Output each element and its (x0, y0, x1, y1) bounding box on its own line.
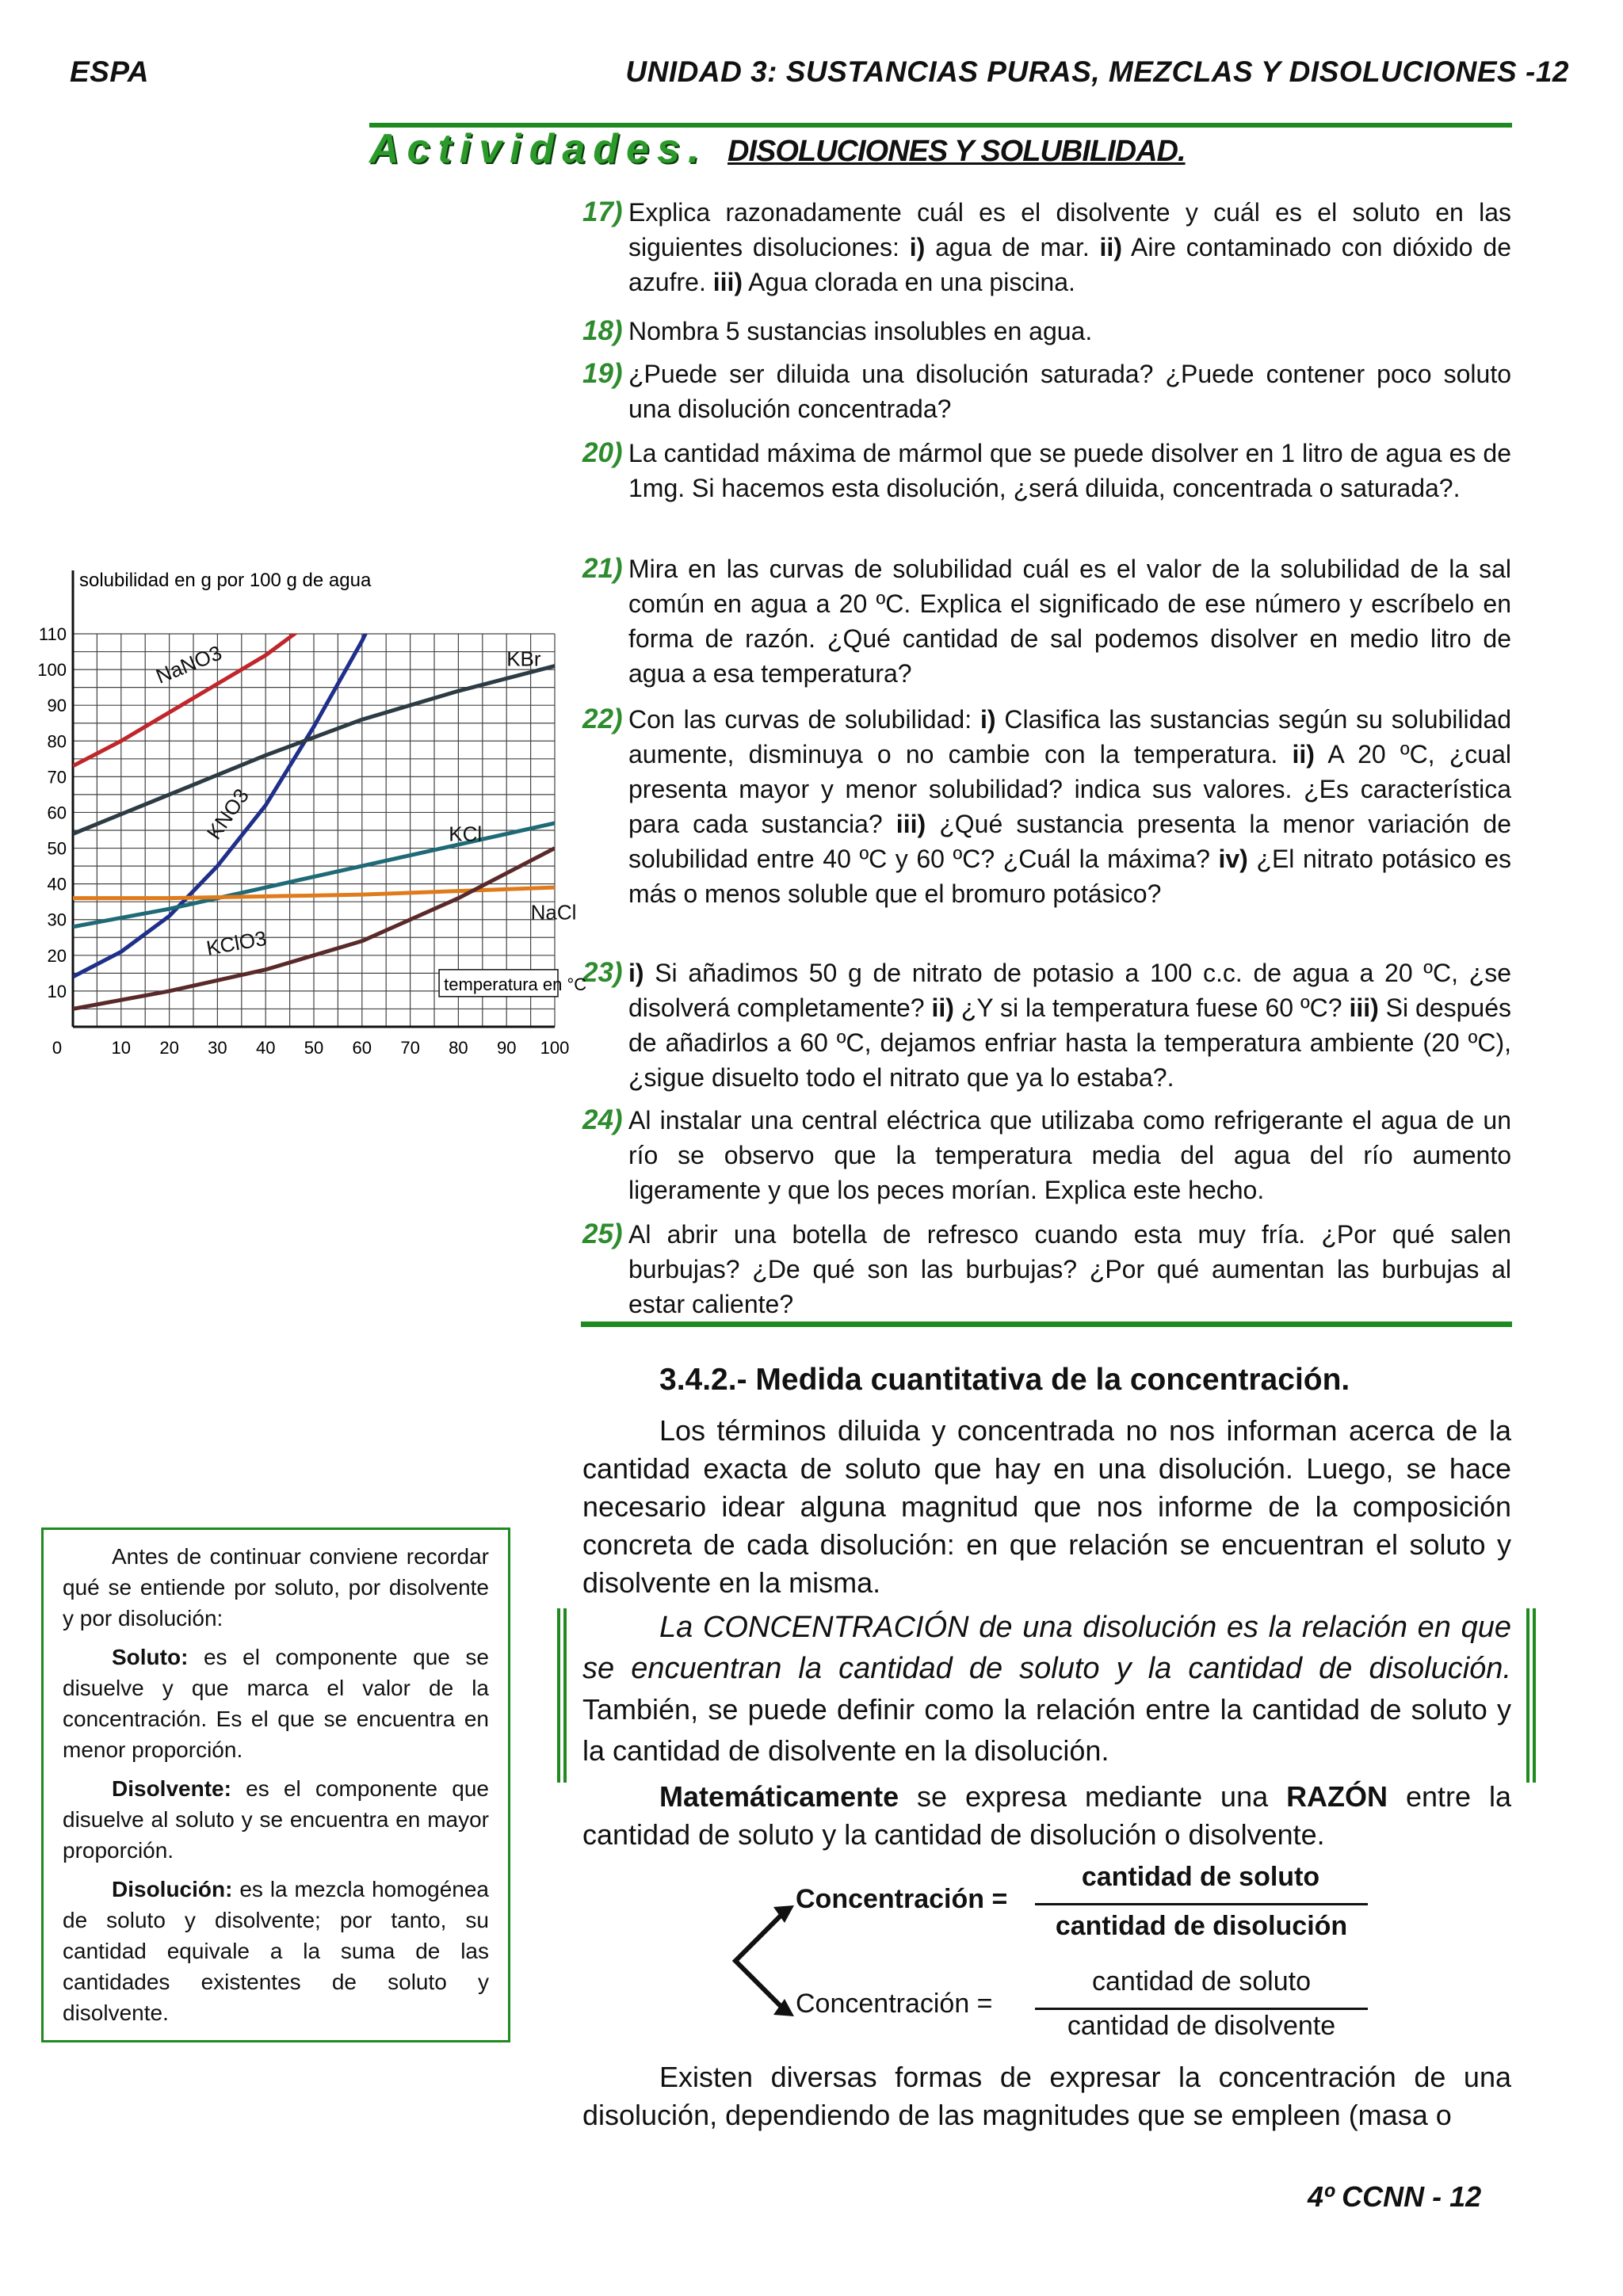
series-label-KNO3: KNO3 (201, 784, 254, 844)
series-label-NaCl: NaCl (530, 900, 577, 925)
x-tick-label: 30 (208, 1038, 227, 1058)
solubility-chart (32, 555, 587, 1062)
exercise-text: Al instalar una central eléctrica que utilizaba como refrigerante el agua de un río se observo que la temperatura media del agua del río aumento ligeramente y que los peces morían. Explica este hecho. (628, 1106, 1511, 1204)
header-right: UNIDAD 3: SUSTANCIAS PURAS, MEZCLAS Y DISOLUCIONES -12 (625, 55, 1569, 88)
formula-1-numerator: cantidad de soluto (1081, 1862, 1320, 1892)
exercise-text: Nombra 5 sustancias insolubles en agua. (628, 317, 1093, 345)
box-disolvente-text: es el componente que disuelve al soluto y se encuentra en mayor proporción. (63, 1776, 489, 1863)
exercise-text: Explica razonadamente cuál es el disolvente y cuál es el soluto en las siguientes disoluciones: i) agua de mar. ii) Aire contaminado con dióxido de azufre. iii) Agua clorada en una piscina. (628, 198, 1511, 296)
math-bold-1: Matemáticamente (659, 1780, 899, 1813)
formula-2-denominator: cantidad de disolvente (1067, 2011, 1336, 2041)
exercise-number: 24) (582, 1104, 623, 1135)
exercise-number: 20) (582, 437, 623, 468)
x-tick-label: 10 (111, 1038, 132, 1058)
math-bold-2: RAZÓN (1286, 1780, 1388, 1813)
exercise-text: ¿Puede ser diluida una disolución saturada? ¿Puede contener poco soluto una disolución concentrada? (628, 360, 1511, 423)
formula-1-denominator: cantidad de disolución (1055, 1911, 1348, 1941)
box-soluto-text: es el componente que se disuelve y que marca el valor de la concentración. Es el que se encuentra en menor proporción. (63, 1645, 489, 1762)
exercise-item (582, 1217, 1511, 1322)
x-tick-label: 0 (52, 1038, 63, 1058)
exercise-number: 25) (582, 1219, 623, 1249)
y-tick-label: 90 (47, 696, 67, 716)
box-disolucion (63, 1874, 489, 2028)
activities-subtitle: DISOLUCIONES Y SOLUBILIDAD. (727, 135, 1186, 168)
x-tick-label: 100 (540, 1038, 570, 1058)
y-tick-label: 50 (47, 838, 67, 859)
y-tick-label: 30 (47, 910, 67, 930)
formula-2-numerator: cantidad de soluto (1092, 1966, 1311, 1997)
header-left: ESPA (70, 55, 150, 88)
x-tick-label: 60 (352, 1038, 372, 1058)
exercise-text: Mira en las curvas de solubilidad cuál es el valor de la solubilidad de la sal común en agua a 20 ºC. Explica el significado de ese número y escríbelo en forma de razón. ¿Qué cantidad de sal podemos disolver en medio litro de agua a esa temperatura? (628, 555, 1511, 688)
section-title: 3.4.2.- Medida cuantitativa de la concentración. (659, 1363, 1350, 1397)
exercise-number: 21) (582, 553, 623, 584)
exercise-number: 23) (582, 957, 623, 988)
x-tick-label: 70 (400, 1038, 420, 1058)
exercise-number: 17) (582, 196, 623, 227)
series-label-KBr: KBr (506, 646, 541, 671)
exercise-text: Al abrir una botella de refresco cuando esta muy fría. ¿Por qué salen burbujas? ¿De qué son las burbujas? ¿Por qué aumentan las burbujas al estar caliente? (628, 1220, 1511, 1318)
definition-paragraph (582, 1607, 1511, 1772)
x-axis-title: temperatura en °C (444, 974, 587, 994)
series-label-NaNO3: NaNO3 (152, 640, 226, 688)
definition-bar-left-2 (563, 1608, 567, 1783)
math-mid: se expresa mediante una (899, 1780, 1287, 1813)
definition-rest: También, se puede definir como la relación entre la cantidad de soluto y la cantidad de disolvente en la disolución. (582, 1693, 1511, 1767)
box-disolvente (63, 1773, 489, 1866)
box-disolucion-text: es la mezcla homogénea de soluto y disolvente; por tanto, su cantidad equivale a la suma de las cantidades existentes de soluto y disolvente. (63, 1877, 489, 2025)
box-soluto (63, 1642, 489, 1765)
y-tick-label: 80 (47, 731, 67, 752)
box-disolucion-term: Disolución: (112, 1877, 233, 1901)
exercise-text: La cantidad máxima de mármol que se puede disolver en 1 litro de agua es de 1mg. Si hacemos esta disolución, ¿será diluida, concentrada o saturada?. (628, 439, 1511, 502)
branch-arrow-icon (727, 1905, 799, 2032)
x-tick-label: 80 (449, 1038, 468, 1058)
box-intro: Antes de continuar conviene recordar qué se entiende por soluto, por disolvente y por disolución: (63, 1544, 489, 1630)
definition-bar-left-1 (557, 1608, 560, 1783)
y-tick-label: 20 (47, 945, 67, 966)
exercise-number: 22) (582, 704, 623, 734)
section-paragraph-1: Los términos diluida y concentrada no nos informan acerca de la cantidad exacta de soluto que hay en una disolución. Luego, se hace necesario idear alguna magnitud que nos informe de la composición concreta de cada disolución: en que relación se encuentran el soluto y disolvente en la misma. (582, 1414, 1511, 1599)
y-tick-label: 40 (47, 874, 67, 894)
x-tick-label: 90 (496, 1038, 517, 1058)
formula-2-label: Concentración = (796, 1989, 993, 2019)
exercise-number: 19) (582, 358, 623, 389)
formula-2-line (1035, 2008, 1368, 2010)
math-end: entre la cantidad de soluto y la cantidad de disolución o disolvente. (582, 1780, 1512, 1851)
series-label-KClO3: KClO3 (204, 925, 269, 960)
x-tick-label: 20 (159, 1038, 179, 1058)
formula-1-line (1035, 1903, 1368, 1905)
formula-1-label: Concentración = (796, 1884, 1008, 1914)
x-tick-label: 50 (304, 1038, 324, 1058)
y-tick-label: 10 (47, 981, 67, 1001)
activities-title: Actividades. (369, 126, 708, 172)
y-tick-label: 110 (38, 624, 67, 644)
exercise-item (582, 357, 1511, 426)
exercise-item (582, 436, 1511, 505)
exercise-number: 18) (582, 315, 623, 346)
x-tick-label: 40 (255, 1038, 276, 1058)
series-label-KCl: KCl (449, 822, 483, 846)
exercise-item (582, 702, 1511, 911)
y-tick-label: 100 (37, 660, 67, 681)
exercise-item (582, 1103, 1511, 1207)
exercise-item (582, 551, 1511, 691)
y-axis-title: solubilidad en g por 100 g de agua (79, 570, 372, 591)
footer-page: 4º CCNN - 12 (1308, 2180, 1482, 2213)
box-soluto-term: Soluto: (112, 1645, 189, 1669)
exercise-item (582, 955, 1511, 1095)
exercise-text: Con las curvas de solubilidad: i) Clasifica las sustancias según su solubilidad aumente, disminuya o no cambie con la temperatura. ii) A 20 ºC, ¿cual presenta mayor y menor solubilidad? indica sus valores. ¿Es característica para cada sustancia? iii) ¿Qué sustancia presenta la menor variación de solubilidad entre 40 ºC y 60 ºC? ¿Cuál la máxima? iv) ¿El nitrato potásico es más o menos soluble que el bromuro potásico? (628, 705, 1512, 908)
exercise-item (582, 195, 1511, 299)
exercise-text: i) Si añadimos 50 g de nitrato de potasio a 100 c.c. de agua a 20 ºC, ¿se disolverá completamente? ii) ¿Y si la temperatura fuese 60 ºC? iii) Si después de añadirlos a 60 ºC, dejamos enfriar hasta la temperatura ambiente (20 ºC), ¿sigue disuelto todo el nitrato que ya lo estaba?. (628, 959, 1512, 1092)
exercise-item (582, 314, 1511, 349)
y-tick-label: 60 (47, 803, 67, 823)
definition-italic: La CONCENTRACIÓN de una disolución es la relación en que se encuentran la cantidad de soluto y la cantidad de disolución. (582, 1611, 1511, 1685)
definition-bar-right-2 (1533, 1608, 1536, 1783)
activities-bottom-rule (581, 1322, 1512, 1327)
section-paragraph-last: Existen diversas formas de expresar la concentración de una disolución, dependiendo de las magnitudes que se empleen (masa o (582, 2061, 1511, 2131)
box-disolvente-term: Disolvente: (112, 1776, 231, 1801)
reminder-box (41, 1527, 510, 2042)
math-paragraph (582, 1778, 1511, 1854)
y-tick-label: 70 (47, 767, 67, 788)
definition-bar-right-1 (1526, 1608, 1529, 1783)
